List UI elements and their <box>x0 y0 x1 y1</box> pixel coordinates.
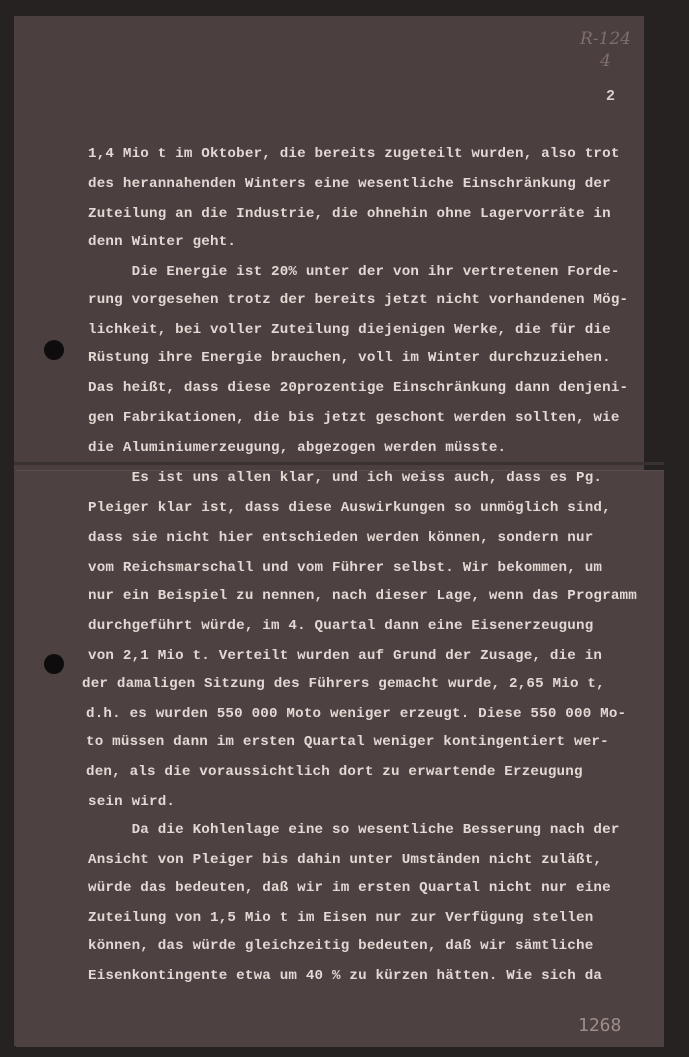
text-line: die Aluminiumerzeugung, abgezogen werden müsste. <box>88 440 507 456</box>
archive-mark-line1: R-124 <box>580 29 631 49</box>
text-line: Eisenkontingente etwa um 40 % zu kürzen hätten. Wie sich da <box>88 968 603 984</box>
text-line: können, das würde gleichzeitig bedeuten, daß wir sämtliche <box>88 938 594 954</box>
text-line: der damaligen Sitzung des Führers gemacht wurde, 2,65 Mio t, <box>82 676 605 692</box>
text-line: Das heißt, dass diese 20prozentige Einschränkung dann denjeni- <box>88 380 629 396</box>
text-line: sein wird. <box>88 794 176 810</box>
archive-mark <box>580 28 631 72</box>
text-line: denn Winter geht. <box>88 234 237 250</box>
text-line: Zuteilung von 1,5 Mio t im Eisen nur zur Verfügung stellen <box>88 910 594 926</box>
text-line: 1,4 Mio t im Oktober, die bereits zugeteilt wurden, also trot <box>88 146 620 162</box>
text-line: Es ist uns allen klar, und ich weiss auch, dass es Pg. <box>88 470 603 486</box>
text-line: d.h. es wurden 550 000 Moto weniger erzeugt. Diese 550 000 Mo- <box>86 706 627 722</box>
text-line: nur ein Beispiel zu nennen, nach dieser Lage, wenn das Programm <box>88 588 637 604</box>
text-line: to müssen dann im ersten Quartal weniger kontingentiert wer- <box>86 734 609 750</box>
text-line: gen Fabrikationen, die bis jetzt geschont werden sollten, wie <box>88 410 620 426</box>
text-line: durchgeführt würde, im 4. Quartal dann eine Eisenerzeugung <box>88 618 594 634</box>
text-line: Zuteilung an die Industrie, die ohnehin ohne Lagervorräte in <box>88 206 611 222</box>
text-line: den, als die voraussichtlich dort zu erwartende Erzeugung <box>86 764 583 780</box>
text-line: rung vorgesehen trotz der bereits jetzt nicht vorhandenen Mög- <box>88 292 629 308</box>
paper-sheet-lower <box>16 470 664 1047</box>
text-line: vom Reichsmarschall und vom Führer selbst. Wir bekommen, um <box>88 560 603 576</box>
text-line: Pleiger klar ist, dass diese Auswirkungen so unmöglich sind, <box>88 500 611 516</box>
text-line: von 2,1 Mio t. Verteilt wurden auf Grund der Zusage, die in <box>88 648 603 664</box>
text-line: Da die Kohlenlage eine so wesentliche Besserung nach der <box>88 822 620 838</box>
punch-hole-bottom <box>44 654 64 674</box>
text-line: würde das bedeuten, daß wir im ersten Quartal nicht nur eine <box>88 880 611 896</box>
punch-hole-top <box>44 340 64 360</box>
text-line: lichkeit, bei voller Zuteilung diejenigen Werke, die für die <box>88 322 611 338</box>
document-stamp: 1268 <box>578 1015 622 1036</box>
text-line: Die Energie ist 20% unter der von ihr vertretenen Forde- <box>88 264 620 280</box>
paper-fold <box>14 462 664 465</box>
text-line: Rüstung ihre Energie brauchen, voll im Winter durchzuziehen. <box>88 350 611 366</box>
page-number: 2 <box>606 88 616 105</box>
text-line: Ansicht von Pleiger bis dahin unter Umständen nicht zuläßt, <box>88 852 603 868</box>
archive-mark-line2: 4 <box>600 51 611 71</box>
text-line: dass sie nicht hier entschieden werden können, sondern nur <box>88 530 594 546</box>
text-line: des herannahenden Winters eine wesentliche Einschränkung der <box>88 176 611 192</box>
